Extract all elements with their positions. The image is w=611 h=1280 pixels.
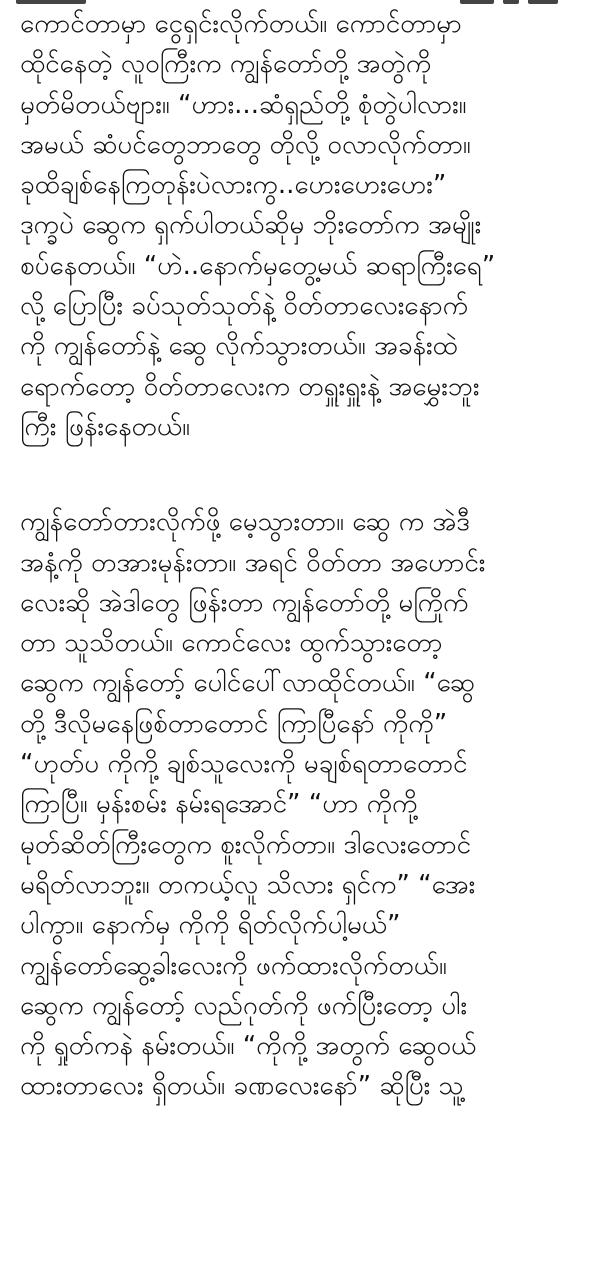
text-line: ကြီး ဖြန်းနေတယ်။ [20, 411, 190, 442]
text-line: ကောင်တာမှာ ငွေရှင်းလိုက်တယ်။ ကောင်တာမှာ [20, 9, 462, 39]
text-line: ထိုင်နေတဲ့ လူဝကြီးက ကျွန်တော်တို့ အတွဲကို [20, 49, 432, 80]
text-line: ခုထိချစ်နေကြတုန်းပဲလားကွ..ဟေးဟေးဟေး” [20, 170, 447, 201]
text-line: အမယ် ဆံပင်တွေဘာတွေ တိုလို့ ဝလာလိုက်တာ။ [20, 129, 471, 160]
article-body [20, 4, 605, 1107]
text-line: ဆွေက ကျွန်တော့် ပေါင်ပေါ်လာထိုင်တယ်။ “ဆွေ [20, 668, 475, 699]
text-line: ကို ကျွန်တော်နဲ့ ဆွေ လိုက်သွားတယ်။ အခန်းထဲ [20, 331, 458, 362]
text-line: ရောက်တော့ ဝိတ်တာလေးက တရှူးရှူးနဲ့ အမွှေးဘူး [20, 371, 480, 402]
text-line: စပ်နေတယ်။ “ဟဲ..နောက်မှတွေ့မယ် ဆရာကြီးရေ” [20, 250, 496, 281]
paragraph [20, 4, 605, 447]
text-line: “ဟုတ်ပ ကိုကို့ ချစ်သူလေးကို မချစ်ရတာတောင် [20, 749, 468, 780]
text-line: ပါကွာ။ နောက်မှ ကိုကို ရိတ်လိုက်ပါ့မယ်” [20, 910, 401, 941]
text-line: တာ သူသိတယ်။ ကောင်လေး ထွက်သွားတော့ [20, 628, 443, 659]
paragraph [20, 502, 605, 1106]
text-line: ကျွန်တော်ဆွေ့ခါးလေးကို ဖက်ထားလိုက်တယ်။ [20, 950, 447, 981]
text-line: ကျွန်တော်တားလိုက်ဖို့ မေ့သွားတာ။ ဆွေ က အဲဒီ [20, 507, 470, 538]
text-line: လေးဆို အဲဒါတွေ ဖြန်းတာ ကျွန်တော်တို့ မကြိုက် [20, 587, 469, 618]
text-line: အနံ့ကို တအားမုန်းတာ။ အရင် ဝိတ်တာ အဟောင်း [20, 547, 486, 578]
text-line: ဆွေက ကျွန်တော့် လည်ဂုတ်ကို ဖက်ပြီးတော့ ပါး [20, 990, 468, 1021]
text-line: လို့ ပြောပြီး ခပ်သုတ်သုတ်နဲ့ ဝိတ်တာလေးနောက် [20, 291, 469, 322]
text-line: ကြာပြီ။ မှန်းစမ်း နမ်းရအောင်” “ဟာ ကိုကို့ [20, 789, 418, 820]
text-line: ထားတာလေး ရှိတယ်။ ခဏလေးနော်” ဆိုပြီး သူ့ [20, 1071, 464, 1102]
text-line: ဒုက္ခပဲ ဆွေက ရှက်ပါတယ်ဆိုမှ ဘိုးတော်က အမျိုး [20, 210, 482, 241]
paragraph-spacer [20, 447, 605, 502]
text-line: မရိတ်လာဘူး။ တကယ့်လူ သိလား ရှင်က” “အေး [20, 869, 476, 900]
text-line: ကို ရှုတ်ကနဲ နမ်းတယ်။ “ကိုကို့ အတွက် ဆွေဝယ် [20, 1031, 477, 1062]
text-line: တို့ ဒီလိုမနေဖြစ်တာတောင် ကြာပြီနော် ကိုကို” [20, 708, 448, 739]
text-line: မုတ်ဆိတ်ကြီးတွေက စူးလိုက်တာ။ ဒါလေးတောင် [20, 829, 472, 860]
text-line: မှတ်မိတယ်ဗျား။ “ဟား...ဆံရှည်တို့ စုံတွဲပါလား။ [20, 89, 467, 120]
